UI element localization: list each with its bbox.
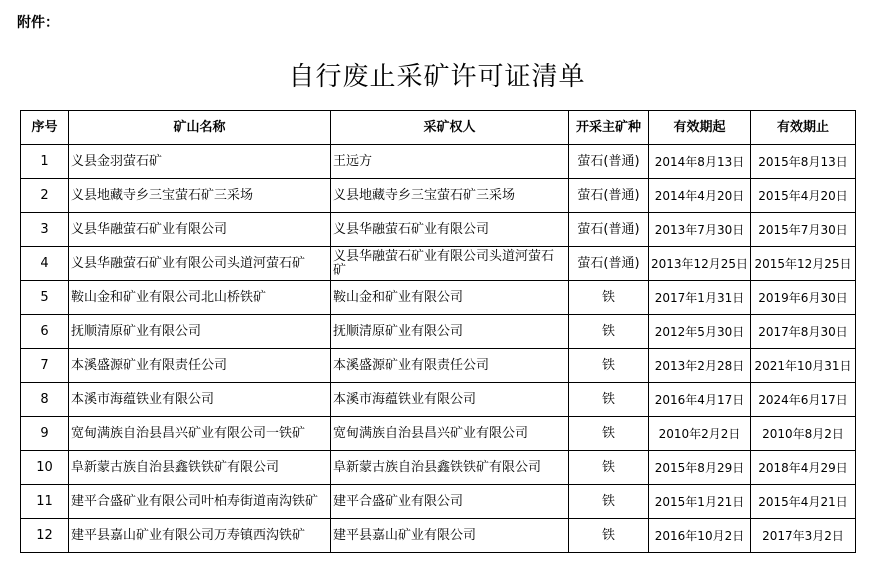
- cell-index: 2: [21, 179, 69, 213]
- cell-mineral: 萤石(普通): [569, 145, 649, 179]
- cell-valid-to: 2015年4月20日: [751, 179, 856, 213]
- cell-owner: 本溪盛源矿业有限责任公司: [331, 349, 569, 383]
- cell-mineral: 铁: [569, 451, 649, 485]
- table-row: [21, 315, 856, 349]
- cell-index: 1: [21, 145, 69, 179]
- cell-index: 11: [21, 485, 69, 519]
- cell-valid-to: 2017年3月2日: [751, 519, 856, 553]
- cell-mineral: 铁: [569, 417, 649, 451]
- cell-mineral: 萤石(普通): [569, 247, 649, 281]
- cell-index: 4: [21, 247, 69, 281]
- table-row: [21, 451, 856, 485]
- cell-index: 12: [21, 519, 69, 553]
- cell-owner: 阜新蒙古族自治县鑫铁铁矿有限公司: [331, 451, 569, 485]
- cell-valid-from: 2015年8月29日: [649, 451, 751, 485]
- cell-mine-name: 阜新蒙古族自治县鑫铁铁矿有限公司: [69, 451, 331, 485]
- cell-valid-from: 2016年4月17日: [649, 383, 751, 417]
- cell-valid-to: 2021年10月31日: [751, 349, 856, 383]
- cell-valid-from: 2012年5月30日: [649, 315, 751, 349]
- cell-valid-to: 2024年6月17日: [751, 383, 856, 417]
- cell-mine-name: 义县华融萤石矿业有限公司头道河萤石矿: [69, 247, 331, 281]
- cell-owner: 鞍山金和矿业有限公司: [331, 281, 569, 315]
- table-row: [21, 145, 856, 179]
- cell-index: 3: [21, 213, 69, 247]
- column-header-valid-to: 有效期止: [751, 111, 856, 145]
- cell-valid-to: 2017年8月30日: [751, 315, 856, 349]
- cell-owner: 义县地藏寺乡三宝萤石矿三采场: [331, 179, 569, 213]
- cell-index: 8: [21, 383, 69, 417]
- table-row: [21, 383, 856, 417]
- cell-valid-to: 2018年4月29日: [751, 451, 856, 485]
- attachment-label: 附件：: [17, 15, 59, 31]
- cell-valid-to: 2015年12月25日: [751, 247, 856, 281]
- cell-mine-name: 建平合盛矿业有限公司叶柏寿街道南沟铁矿: [69, 485, 331, 519]
- column-header-valid-from: 有效期起: [649, 111, 751, 145]
- cell-mine-name: 义县地藏寺乡三宝萤石矿三采场: [69, 179, 331, 213]
- table-header-row: [21, 111, 856, 145]
- column-header-mineral: 开采主矿种: [569, 111, 649, 145]
- cell-mineral: 铁: [569, 485, 649, 519]
- cell-index: 6: [21, 315, 69, 349]
- table-row: [21, 179, 856, 213]
- cell-owner: 抚顺清原矿业有限公司: [331, 315, 569, 349]
- cell-owner: 王远方: [331, 145, 569, 179]
- cell-mine-name: 建平县嘉山矿业有限公司万寿镇西沟铁矿: [69, 519, 331, 553]
- table-row: [21, 213, 856, 247]
- cell-mine-name: 义县金羽萤石矿: [69, 145, 331, 179]
- table-row: [21, 485, 856, 519]
- cell-index: 5: [21, 281, 69, 315]
- table-row: [21, 281, 856, 315]
- cell-valid-to: 2015年8月13日: [751, 145, 856, 179]
- cell-mine-name: 本溪盛源矿业有限责任公司: [69, 349, 331, 383]
- table-row: [21, 417, 856, 451]
- column-header-mine-name: 矿山名称: [69, 111, 331, 145]
- cell-valid-from: 2014年4月20日: [649, 179, 751, 213]
- cell-mine-name: 抚顺清原矿业有限公司: [69, 315, 331, 349]
- cell-mineral: 铁: [569, 315, 649, 349]
- cell-valid-to: 2015年4月21日: [751, 485, 856, 519]
- cell-mineral: 铁: [569, 519, 649, 553]
- cell-index: 7: [21, 349, 69, 383]
- column-header-index: 序号: [21, 111, 69, 145]
- cell-valid-from: 2013年7月30日: [649, 213, 751, 247]
- cell-valid-from: 2016年10月2日: [649, 519, 751, 553]
- cell-valid-from: 2017年1月31日: [649, 281, 751, 315]
- cell-owner: 建平合盛矿业有限公司: [331, 485, 569, 519]
- cell-mineral: 铁: [569, 383, 649, 417]
- cell-owner: 义县华融萤石矿业有限公司头道河萤石矿: [331, 247, 569, 281]
- cell-valid-from: 2013年12月25日: [649, 247, 751, 281]
- cell-mine-name: 义县华融萤石矿业有限公司: [69, 213, 331, 247]
- cell-index: 10: [21, 451, 69, 485]
- cell-valid-from: 2014年8月13日: [649, 145, 751, 179]
- license-table: [20, 110, 856, 553]
- cell-mine-name: 本溪市海蕴铁业有限公司: [69, 383, 331, 417]
- cell-mineral: 萤石(普通): [569, 179, 649, 213]
- table-row: [21, 349, 856, 383]
- cell-owner: 宽甸满族自治县昌兴矿业有限公司: [331, 417, 569, 451]
- cell-valid-to: 2019年6月30日: [751, 281, 856, 315]
- cell-valid-to: 2010年8月2日: [751, 417, 856, 451]
- cell-mine-name: 鞍山金和矿业有限公司北山桥铁矿: [69, 281, 331, 315]
- cell-valid-from: 2013年2月28日: [649, 349, 751, 383]
- cell-owner: 建平县嘉山矿业有限公司: [331, 519, 569, 553]
- cell-mineral: 铁: [569, 349, 649, 383]
- cell-valid-from: 2010年2月2日: [649, 417, 751, 451]
- cell-valid-from: 2015年1月21日: [649, 485, 751, 519]
- cell-valid-to: 2015年7月30日: [751, 213, 856, 247]
- cell-mineral: 铁: [569, 281, 649, 315]
- column-header-owner: 采矿权人: [331, 111, 569, 145]
- cell-index: 9: [21, 417, 69, 451]
- table-row: [21, 519, 856, 553]
- cell-mineral: 萤石(普通): [569, 213, 649, 247]
- table-row: [21, 247, 856, 281]
- page-title: 自行废止采矿许可证清单: [288, 62, 586, 92]
- cell-owner: 义县华融萤石矿业有限公司: [331, 213, 569, 247]
- cell-mine-name: 宽甸满族自治县昌兴矿业有限公司一铁矿: [69, 417, 331, 451]
- cell-owner: 本溪市海蕴铁业有限公司: [331, 383, 569, 417]
